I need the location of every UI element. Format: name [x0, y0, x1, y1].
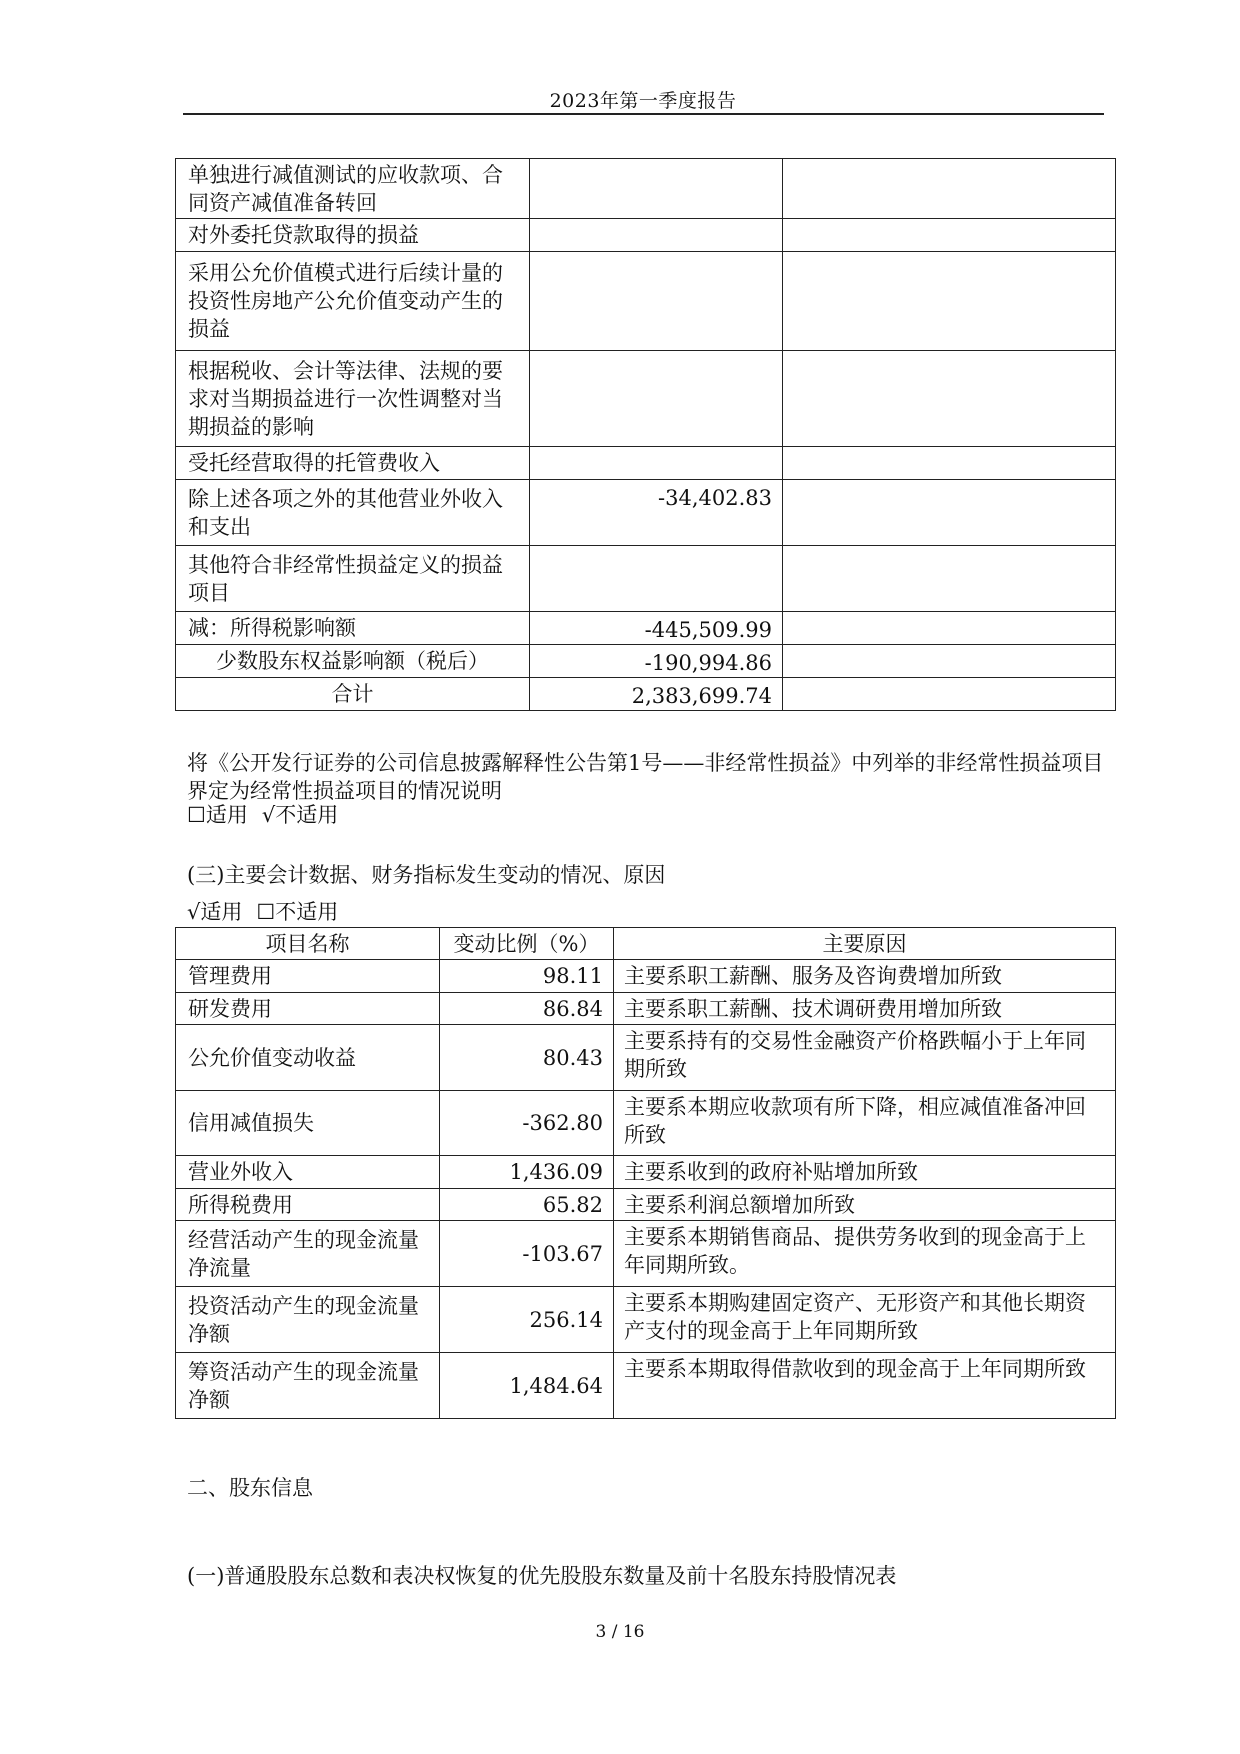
row-label: 合计 — [176, 678, 530, 711]
row-ratio: 65.82 — [440, 1189, 614, 1221]
table-row-total — [176, 678, 1116, 711]
row-note — [783, 159, 1116, 219]
row-name: 管理费用 — [176, 960, 440, 993]
row-name: 公允价值变动收益 — [176, 1025, 440, 1091]
table-row — [176, 1091, 1116, 1156]
explain-paragraph: 将《公开发行证券的公司信息披露解释性公告第1号——非经常性损益》中列举的非经常性损益项目界定为经常性损益项目的情况说明 — [187, 751, 1104, 803]
row-note — [783, 219, 1116, 252]
option-applicable: ☐适用 — [187, 803, 248, 827]
row-note — [783, 480, 1116, 546]
header-ratio: 变动比例（%） — [440, 928, 614, 960]
row-reason: 主要系本期应收款项有所下降，相应减值准备冲回所致 — [614, 1091, 1116, 1156]
row-name: 投资活动产生的现金流量净额 — [176, 1287, 440, 1353]
row-value — [530, 546, 783, 612]
section3-title: (三)主要会计数据、财务指标发生变动的情况、原因 — [187, 863, 666, 887]
row-ratio: 1,436.09 — [440, 1156, 614, 1189]
row-value — [530, 252, 783, 351]
option-applicable: √适用 — [187, 900, 243, 924]
row-label: 除上述各项之外的其他营业外收入和支出 — [176, 480, 530, 546]
row-reason: 主要系本期购建固定资产、无形资产和其他长期资产支付的现金高于上年同期所致 — [614, 1287, 1116, 1353]
table-row — [176, 1353, 1116, 1419]
row-reason: 主要系职工薪酬、技术调研费用增加所致 — [614, 993, 1116, 1025]
row-value: -190,994.86 — [530, 645, 783, 678]
section3-applicability — [187, 898, 352, 926]
row-ratio: 86.84 — [440, 993, 614, 1025]
table-row — [176, 612, 1116, 645]
row-note — [783, 351, 1116, 447]
table-row — [176, 993, 1116, 1025]
row-reason: 主要系本期取得借款收到的现金高于上年同期所致 — [614, 1353, 1116, 1419]
row-label: 根据税收、会计等法律、法规的要求对当期损益进行一次性调整对当期损益的影响 — [176, 351, 530, 447]
header-divider — [183, 113, 1104, 115]
row-reason: 主要系持有的交易性金融资产价格跌幅小于上年同期所致 — [614, 1025, 1116, 1091]
row-value: -34,402.83 — [530, 480, 783, 546]
table-row — [176, 1189, 1116, 1221]
row-name: 营业外收入 — [176, 1156, 440, 1189]
row-note — [783, 678, 1116, 711]
header-name: 项目名称 — [176, 928, 440, 960]
table-row — [176, 480, 1116, 546]
subsection1-title: (一)普通股股东总数和表决权恢复的优先股股东数量及前十名股东持股情况表 — [187, 1564, 897, 1588]
row-name: 筹资活动产生的现金流量净额 — [176, 1353, 440, 1419]
row-reason: 主要系收到的政府补贴增加所致 — [614, 1156, 1116, 1189]
row-label: 对外委托贷款取得的损益 — [176, 219, 530, 252]
row-ratio: 80.43 — [440, 1025, 614, 1091]
row-value: -445,509.99 — [530, 612, 783, 645]
table-row — [176, 351, 1116, 447]
row-value — [530, 219, 783, 252]
table-row — [176, 645, 1116, 678]
row-note — [783, 252, 1116, 351]
option-not-applicable: ☐不适用 — [256, 900, 339, 924]
row-label: 少数股东权益影响额（税后） — [176, 645, 530, 678]
explain-applicability — [187, 801, 352, 829]
table-row — [176, 159, 1116, 219]
row-note — [783, 645, 1116, 678]
row-reason: 主要系职工薪酬、服务及咨询费增加所致 — [614, 960, 1116, 993]
table-row — [176, 1025, 1116, 1091]
table-row — [176, 546, 1116, 612]
table-row — [176, 1287, 1116, 1353]
table-row — [176, 447, 1116, 480]
row-ratio: -103.67 — [440, 1221, 614, 1287]
table-row — [176, 219, 1116, 252]
nonrecurring-table — [175, 158, 1116, 711]
row-reason: 主要系本期销售商品、提供劳务收到的现金高于上年同期所致。 — [614, 1221, 1116, 1287]
table-row — [176, 252, 1116, 351]
row-value — [530, 447, 783, 480]
option-not-applicable: √不适用 — [261, 803, 339, 827]
row-note — [783, 546, 1116, 612]
row-value: 2,383,699.74 — [530, 678, 783, 711]
row-label: 受托经营取得的托管费收入 — [176, 447, 530, 480]
row-name: 所得税费用 — [176, 1189, 440, 1221]
row-value — [530, 159, 783, 219]
table-row — [176, 1156, 1116, 1189]
row-value — [530, 351, 783, 447]
row-note — [783, 612, 1116, 645]
row-ratio: 1,484.64 — [440, 1353, 614, 1419]
row-note — [783, 447, 1116, 480]
header-reason: 主要原因 — [614, 928, 1116, 960]
row-label: 减：所得税影响额 — [176, 612, 530, 645]
row-label: 单独进行减值测试的应收款项、合同资产减值准备转回 — [176, 159, 530, 219]
row-name: 研发费用 — [176, 993, 440, 1025]
section-shareholders-title: 二、股东信息 — [187, 1476, 313, 1500]
table-row — [176, 1221, 1116, 1287]
row-ratio: -362.80 — [440, 1091, 614, 1156]
table-header-row — [176, 928, 1116, 960]
row-name: 信用减值损失 — [176, 1091, 440, 1156]
row-name: 经营活动产生的现金流量净流量 — [176, 1221, 440, 1287]
changes-table — [175, 927, 1116, 1419]
row-reason: 主要系利润总额增加所致 — [614, 1189, 1116, 1221]
page-number: 3 / 16 — [595, 1622, 645, 1642]
table-row — [176, 960, 1116, 993]
row-label: 采用公允价值模式进行后续计量的投资性房地产公允价值变动产生的损益 — [176, 252, 530, 351]
report-header: 2023年第一季度报告 — [549, 90, 737, 112]
row-ratio: 256.14 — [440, 1287, 614, 1353]
row-ratio: 98.11 — [440, 960, 614, 993]
row-label: 其他符合非经常性损益定义的损益项目 — [176, 546, 530, 612]
